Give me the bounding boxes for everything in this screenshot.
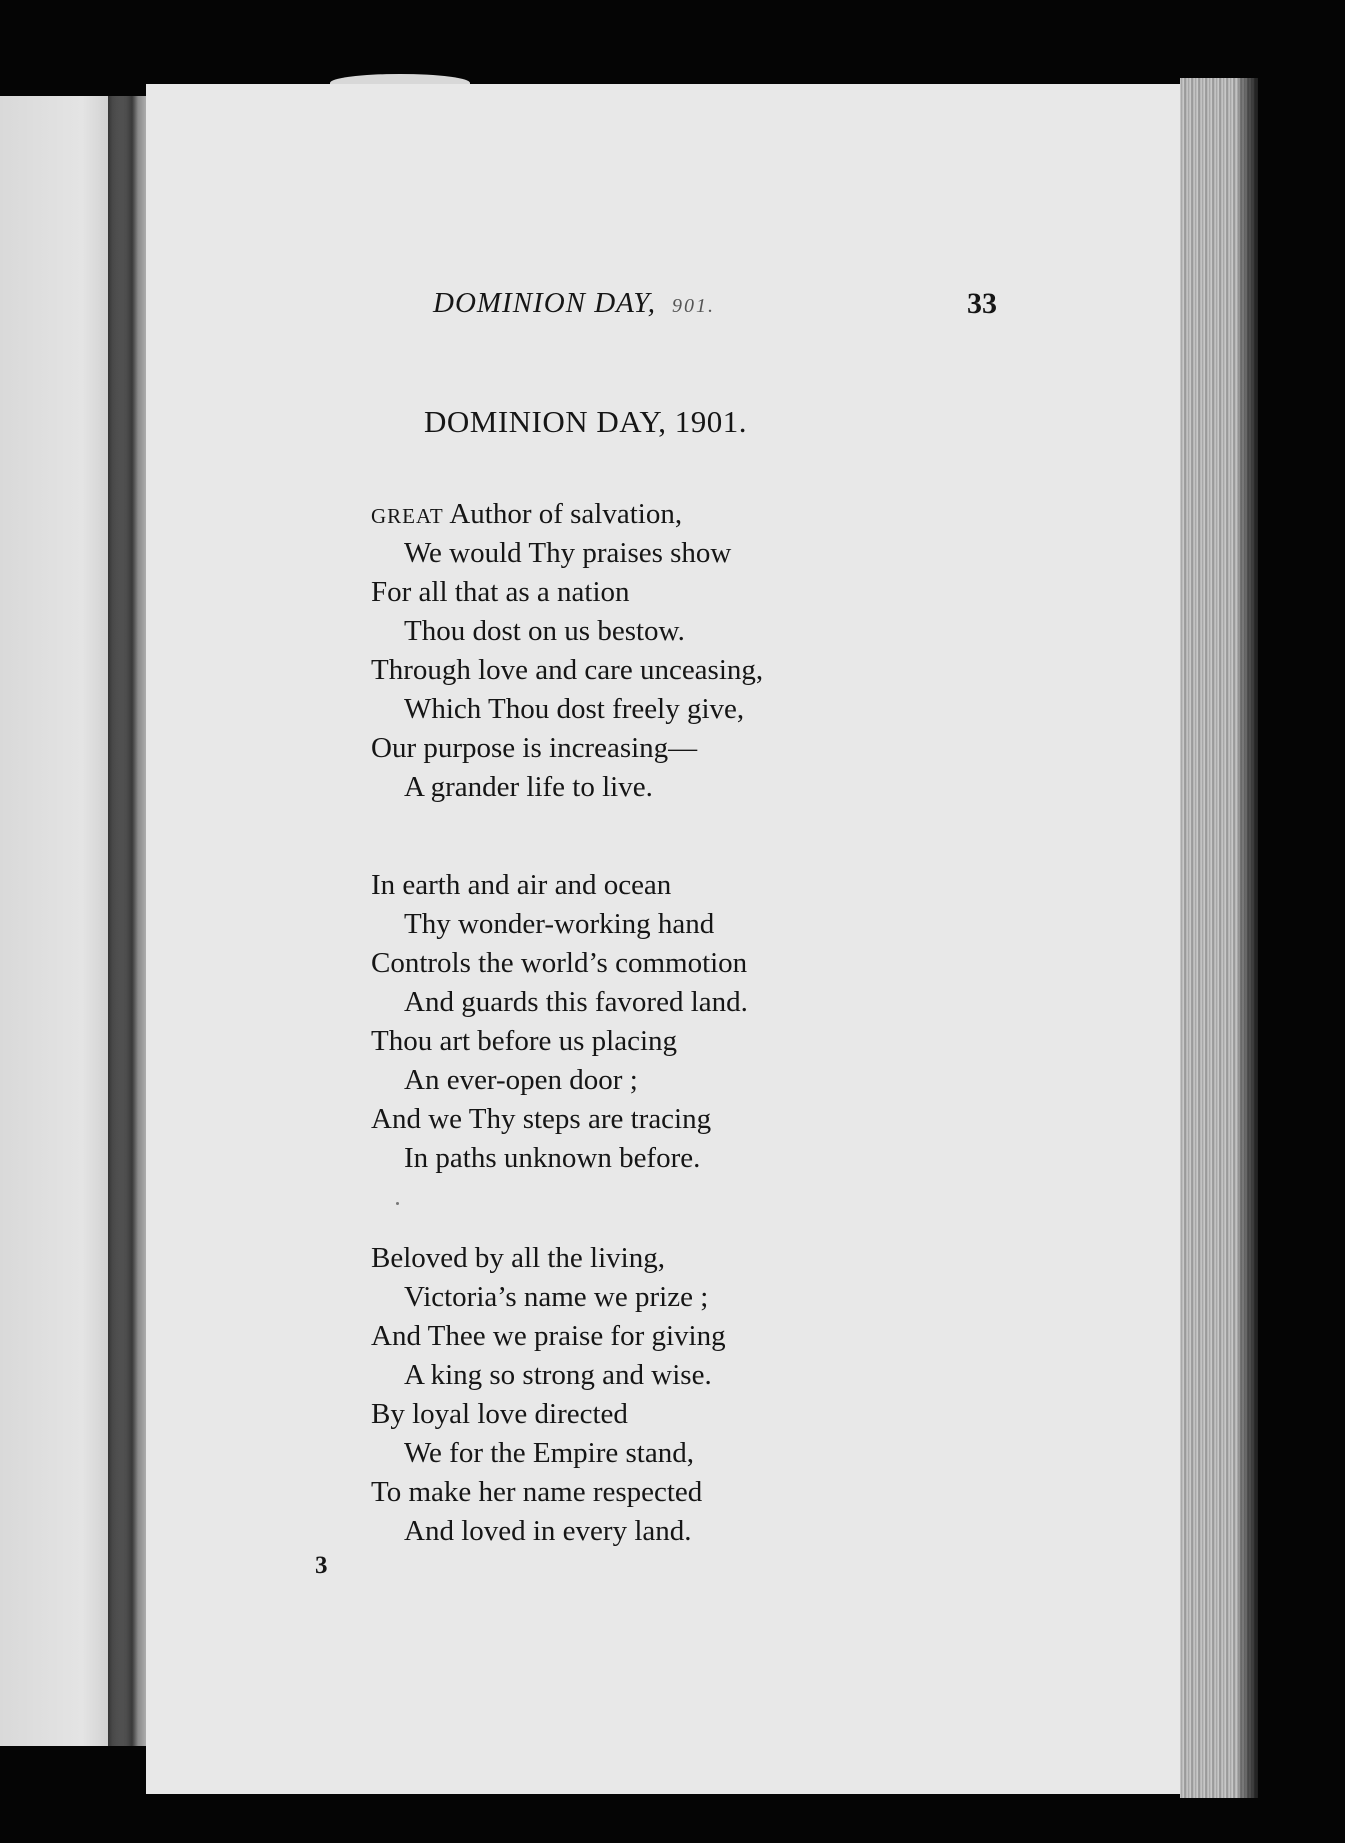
verse-line: We for the Empire stand,	[404, 1437, 694, 1469]
verse-line: Beloved by all the living,	[371, 1242, 665, 1274]
running-head-title: DOMINION DAY,	[433, 287, 657, 319]
verse-line: A grander life to live.	[404, 771, 653, 803]
verse-line: Thy wonder-working hand	[404, 908, 715, 940]
stanza-1	[371, 495, 763, 807]
verse-line: In earth and air and ocean	[371, 869, 672, 901]
verse-line: A king so strong and wise.	[404, 1359, 712, 1391]
verse-line: And we Thy steps are tracing	[371, 1103, 712, 1135]
page-edges	[1180, 78, 1258, 1798]
verse-line: And Thee we praise for giving	[371, 1320, 726, 1352]
verse-line: GREAT Author of salvation,	[371, 498, 683, 530]
verse-line: Through love and care unceasing,	[371, 654, 764, 686]
verse-line: An ever-open door ;	[404, 1064, 638, 1096]
signature-mark: 3	[315, 1552, 328, 1579]
running-head	[433, 287, 715, 320]
verse-line: Thou art before us placing	[371, 1025, 678, 1057]
verse-line: By loyal love directed	[371, 1398, 628, 1430]
poem-title: DOMINION DAY, 1901.	[424, 404, 747, 439]
verse-line: And loved in every land.	[404, 1515, 692, 1547]
verse-lead-word: GREAT	[371, 504, 444, 528]
stanza-2	[371, 866, 748, 1178]
verse-line: We would Thy praises show	[404, 537, 732, 569]
verse-line: For all that as a nation	[371, 576, 630, 608]
running-head-year: 901.	[672, 295, 716, 317]
scan-speck	[396, 1202, 399, 1205]
verse-line: Controls the world’s commotion	[371, 947, 748, 979]
verse-line: And guards this favored land.	[404, 986, 748, 1018]
verse-line: Which Thou dost freely give,	[404, 693, 745, 725]
verse-line: To make her name respected	[371, 1476, 703, 1508]
stanza-3	[371, 1239, 726, 1551]
verse-line: Thou dost on us bestow.	[404, 615, 685, 647]
verse-line: Our purpose is increasing—	[371, 732, 698, 764]
verse-line: Victoria’s name we prize ;	[404, 1281, 709, 1313]
verse-line: In paths unknown before.	[404, 1142, 701, 1174]
page-number: 33	[967, 287, 997, 320]
